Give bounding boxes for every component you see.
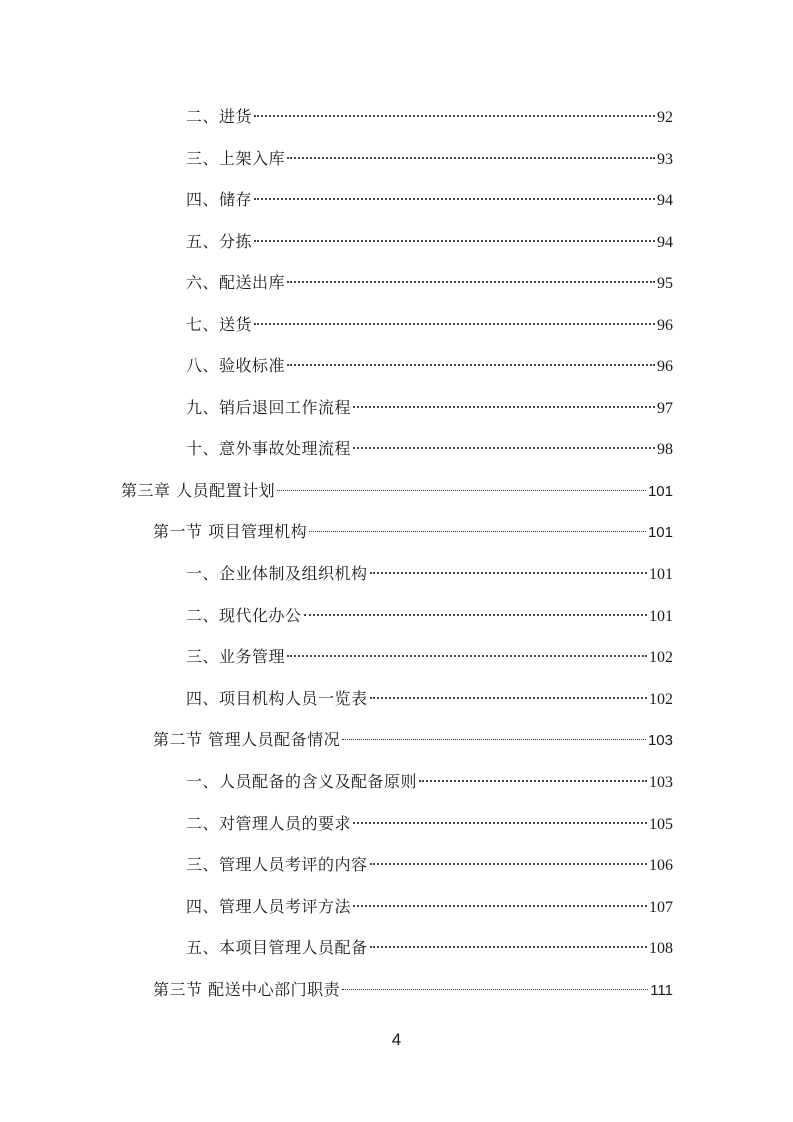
toc-entry[interactable]: [186, 438, 673, 460]
toc-entry-page: 92: [657, 109, 673, 126]
toc-entry-title: 第一节 项目管理机构: [153, 522, 308, 541]
toc-entry-title: 九、销后退回工作流程: [186, 398, 352, 417]
toc-entry[interactable]: [186, 896, 673, 918]
toc-entry[interactable]: [186, 314, 673, 336]
dot-leader: [254, 115, 655, 117]
dot-leader: [370, 572, 647, 574]
toc-entry-title: 三、上架入库: [186, 149, 286, 168]
dot-leader: [287, 655, 647, 657]
toc-entry[interactable]: [186, 397, 673, 419]
toc-entry[interactable]: [186, 563, 673, 585]
toc-entry[interactable]: [186, 771, 673, 793]
toc-section-entry[interactable]: [153, 521, 673, 543]
toc-entry[interactable]: [186, 148, 673, 170]
toc-entry-page: 96: [657, 358, 673, 375]
toc-entry-title: 一、企业体制及组织机构: [186, 564, 368, 583]
toc-entry-page: 107: [649, 899, 673, 916]
toc-entry[interactable]: [186, 605, 673, 627]
toc-entry[interactable]: [186, 854, 673, 876]
toc-entry-title: 四、管理人员考评方法: [186, 897, 352, 916]
dot-leader: [254, 240, 655, 242]
toc-entry-page: 106: [649, 857, 673, 874]
toc-entry-page: 94: [657, 192, 673, 209]
page-number: 4: [391, 1030, 402, 1049]
toc-entry-title: 七、送货: [186, 315, 253, 334]
dot-leader: [254, 323, 655, 325]
toc-entry-page: 108: [649, 940, 673, 957]
toc-entry-title: 六、配送出库: [186, 273, 286, 292]
toc-entry-page: 105: [649, 816, 673, 833]
toc-chapter-entry[interactable]: [121, 480, 673, 502]
toc-entry-title: 二、现代化办公: [186, 606, 302, 625]
dot-leader: [287, 281, 655, 283]
toc-entry-title: 四、项目机构人员一览表: [186, 689, 368, 708]
dot-leader: [309, 531, 646, 532]
dot-leader: [287, 364, 655, 366]
toc-entry-title: 二、进货: [186, 107, 253, 126]
toc-entry-title: 一、人员配备的含义及配备原则: [186, 772, 418, 791]
toc-entry-title: 十、意外事故处理流程: [186, 439, 352, 458]
dot-leader: [370, 697, 647, 699]
toc-entry-page: 101: [649, 566, 673, 583]
toc-entry[interactable]: [186, 646, 673, 668]
dot-leader: [254, 198, 655, 200]
dot-leader: [353, 406, 655, 408]
toc-entry[interactable]: [186, 813, 673, 835]
toc-entry-page: 95: [657, 275, 673, 292]
toc-entry-page: 102: [649, 649, 673, 666]
dot-leader: [370, 863, 647, 865]
toc-entry-page: 93: [657, 151, 673, 168]
toc-entry-page: 97: [657, 400, 673, 417]
toc-entry-page: 111: [650, 982, 673, 999]
toc-entry-title: 八、验收标准: [186, 356, 286, 375]
toc-entry[interactable]: [186, 355, 673, 377]
dot-leader: [353, 447, 655, 449]
toc-entry-title: 五、本项目管理人员配备: [186, 938, 368, 957]
dot-leader: [419, 780, 647, 782]
dot-leader: [353, 822, 647, 824]
toc-entry-page: 96: [657, 317, 673, 334]
toc-entry-title: 四、储存: [186, 190, 253, 209]
toc-entry-title: 第三节 配送中心部门职责: [153, 980, 341, 999]
toc-entry-page: 94: [657, 234, 673, 251]
toc-entry-title: 三、业务管理: [186, 647, 286, 666]
toc-entry-page: 101: [649, 608, 673, 625]
toc-entry[interactable]: [186, 272, 673, 294]
toc-entry-page: 98: [657, 441, 673, 458]
toc-entry-title: 三、管理人员考评的内容: [186, 855, 368, 874]
dot-leader: [370, 946, 647, 948]
toc-entry-page: 101: [647, 483, 673, 500]
toc-entry-title: 第二节 管理人员配备情况: [153, 730, 341, 749]
toc-entry[interactable]: [186, 688, 673, 710]
toc-entry-page: 101: [647, 524, 673, 541]
dot-leader: [304, 614, 647, 616]
toc-entry[interactable]: [186, 231, 673, 253]
dot-leader: [353, 905, 647, 907]
dot-leader: [277, 490, 646, 491]
toc-entry-page: 103: [647, 732, 673, 749]
toc-entry[interactable]: [186, 937, 673, 959]
dot-leader: [287, 157, 655, 159]
toc-section-entry[interactable]: [153, 729, 673, 751]
dot-leader: [342, 989, 648, 990]
dot-leader: [342, 739, 646, 740]
toc-entry-title: 第三章 人员配置计划: [121, 481, 276, 500]
toc-entry-title: 二、对管理人员的要求: [186, 814, 352, 833]
toc-entry[interactable]: [186, 189, 673, 211]
toc-entry-title: 五、分拣: [186, 232, 253, 251]
toc-entry-page: 102: [649, 691, 673, 708]
toc-entry[interactable]: [186, 106, 673, 128]
toc-entry-page: 103: [649, 774, 673, 791]
toc-section-entry[interactable]: [153, 979, 673, 1001]
